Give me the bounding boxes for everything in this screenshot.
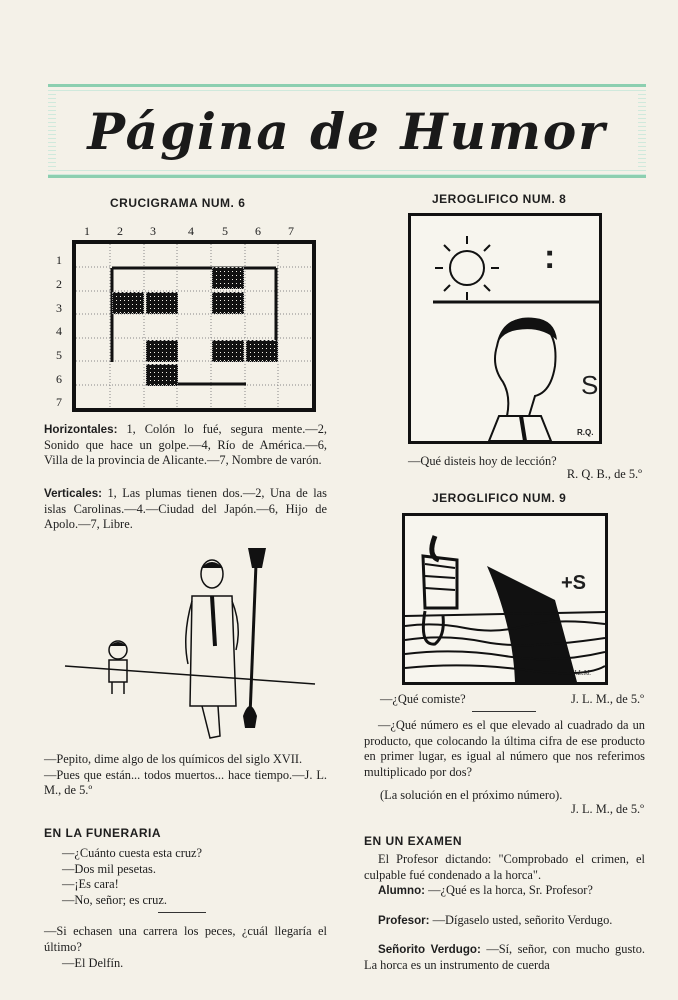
rebus8-colon: : bbox=[544, 238, 556, 276]
rebus8-drawing bbox=[411, 216, 599, 441]
profesor-label: Profesor: bbox=[378, 914, 430, 927]
dialogue-line: —Dos mil pesetas. bbox=[62, 861, 156, 876]
funeraria-heading: EN LA FUNERARIA bbox=[44, 826, 162, 840]
rebus9-caption: —¿Qué comiste? bbox=[380, 692, 466, 706]
vertical-label: Verticales: bbox=[44, 487, 103, 500]
examen-profesor bbox=[364, 913, 645, 929]
vertical-clues bbox=[44, 486, 327, 533]
crossword-column-number: 2 bbox=[117, 224, 123, 238]
crossword-column-number: 4 bbox=[188, 224, 194, 238]
rebus9-frame bbox=[402, 513, 608, 685]
rebus9-heading: JEROGLIFICO NUM. 9 bbox=[432, 491, 567, 505]
cartoon-caption bbox=[44, 752, 327, 799]
crossword-black-cell bbox=[212, 267, 244, 289]
crossword-black-cell bbox=[212, 340, 244, 362]
separator bbox=[158, 912, 206, 913]
crossword-column-number: 5 bbox=[222, 224, 228, 238]
dialogue-line: —¿Cuánto cuesta esta cruz? bbox=[62, 846, 203, 860]
crossword-row-number: 1 bbox=[56, 253, 62, 267]
profesor-text: —Dígaselo usted, señorito Verdugo. bbox=[432, 913, 613, 927]
cartoon-line: —Pues que están... todos muertos... hace tiempo.—J. L. M., de 5.º bbox=[44, 767, 327, 798]
examen-alumno bbox=[364, 883, 645, 899]
rebus8-author: R. Q. B., de 5.º bbox=[566, 467, 642, 481]
examen-intro: El Profesor dictando: "Comprobado el crimen, el culpable fué condenado a la horca". bbox=[364, 852, 645, 882]
crossword-lines bbox=[76, 244, 312, 408]
rebus8-signature: R.Q. bbox=[577, 428, 594, 437]
crossword-column-number: 7 bbox=[288, 224, 294, 238]
cartoon-illustration bbox=[60, 546, 320, 746]
rebus9-drawing bbox=[405, 516, 605, 682]
crossword-black-cell bbox=[146, 340, 178, 362]
number-puzzle-author: J. L. M., de 5.º bbox=[570, 802, 644, 816]
crossword-column-number: 3 bbox=[150, 224, 156, 238]
rebus9-plus-s: +S bbox=[561, 572, 587, 594]
rebus8-frame bbox=[408, 213, 602, 444]
crossword-row-number: 7 bbox=[56, 395, 62, 409]
horizontal-label: Horizontales: bbox=[44, 423, 118, 436]
crossword-black-cell bbox=[146, 364, 178, 386]
crossword-column-number: 1 bbox=[84, 224, 90, 238]
crossword-row-number: 2 bbox=[56, 277, 62, 291]
examen-verdugo bbox=[364, 942, 645, 973]
rebus8-caption: —Qué disteis hoy de lección? bbox=[408, 454, 557, 468]
examen-heading: EN UN EXAMEN bbox=[364, 834, 463, 848]
crossword-black-cell bbox=[146, 292, 178, 314]
dialogue-line: —No, señor; es cruz. bbox=[62, 892, 167, 907]
verdugo-label: Señorito Verdugo: bbox=[378, 943, 481, 956]
fish-joke: —Si echasen una carrera los peces, ¿cuál llegaría el último? bbox=[44, 924, 327, 954]
horizontal-clues bbox=[44, 422, 327, 469]
alumno-label: Alumno: bbox=[378, 884, 426, 897]
rebus8-letter: S bbox=[581, 370, 599, 400]
crossword-row-number: 5 bbox=[56, 348, 62, 362]
alumno-text: —¿Qué es la horca, Sr. Profesor? bbox=[428, 883, 593, 897]
crossword-row-number: 3 bbox=[56, 301, 62, 315]
crossword-black-cell bbox=[112, 292, 144, 314]
crossword-row-number: 6 bbox=[56, 372, 62, 386]
number-puzzle-solution: (La solución en el próximo número). bbox=[380, 788, 563, 802]
dialogue-line: —¡Es cara! bbox=[62, 877, 119, 892]
rebus9-author: J. L. M., de 5.º bbox=[570, 692, 644, 706]
crossword-black-cell bbox=[246, 340, 278, 362]
rebus9-signature: J.L.M. bbox=[573, 669, 592, 677]
page-title: Página de Humor bbox=[87, 101, 607, 161]
horizontal-text: 1, Colón lo fué, segura mente.—2, Sonido que hace un golpe.—4, Río de América.—6, Villa de la provincia de Alicante.—7, Nombre de varón. bbox=[44, 422, 327, 468]
number-puzzle: —¿Qué número es el que elevado al cuadrado da un producto, que colocando la última cifra de ese producto en primer lugar, es igual al número que nos referimos multiplicado por dos? bbox=[364, 718, 645, 779]
crossword-heading: CRUCIGRAMA NUM. 6 bbox=[110, 196, 246, 210]
crossword-black-cell bbox=[212, 292, 244, 314]
cartoon-line: —Pepito, dime algo de los químicos del siglo XVII. bbox=[44, 752, 303, 766]
title-banner bbox=[48, 84, 646, 178]
crossword-column-number: 6 bbox=[255, 224, 261, 238]
verdugo-text: —Sí, señor, con mucho gusto. La horca es un instrumento de cuerda bbox=[364, 942, 646, 972]
funeraria-dialogue bbox=[62, 846, 327, 908]
rebus8-heading: JEROGLIFICO NUM. 8 bbox=[432, 192, 567, 206]
crossword-grid bbox=[72, 240, 316, 412]
separator bbox=[472, 711, 536, 712]
crossword-row-number: 4 bbox=[56, 324, 62, 338]
vertical-text: 1, Las plumas tienen dos.—2, Una de las islas Carolinas.—4.—Ciudad del Japón.—6, Hijo de Apolo.—7, Libre. bbox=[44, 486, 327, 532]
fish-answer: —El Delfín. bbox=[62, 956, 124, 970]
